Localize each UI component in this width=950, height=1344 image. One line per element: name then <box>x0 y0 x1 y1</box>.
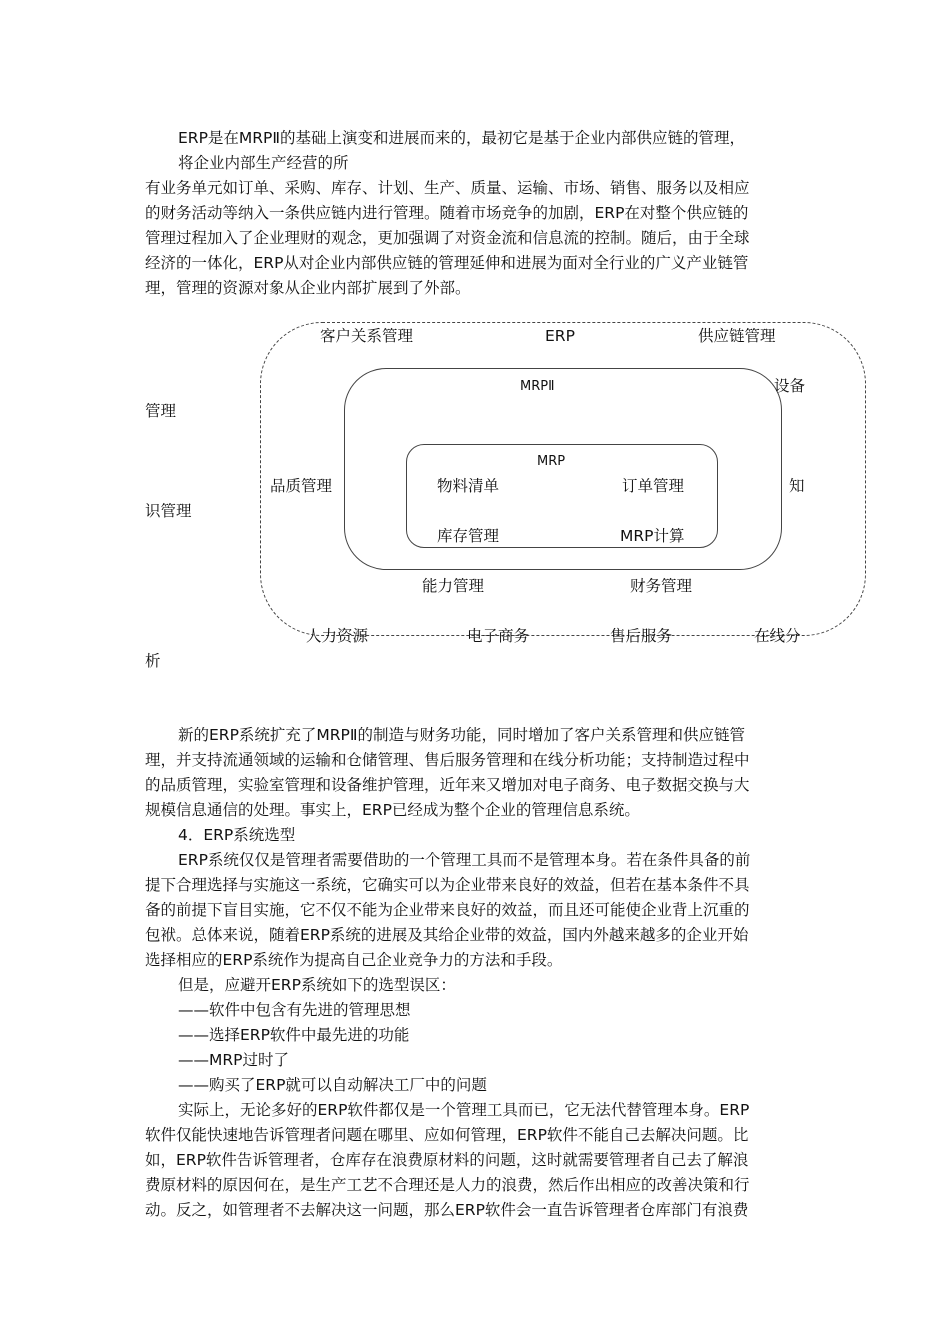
intro-line-7: 理，管理的资源对象从企业内部扩展到了外部。 <box>145 279 471 297</box>
p2-line-3: 备的前提下盲目实施，它不仅不能为企业带来良好的效益，而且还可能使企业背上沉重的 <box>145 901 750 919</box>
p1-line-1: 新的ERP系统扩充了MRPⅡ的制造与财务功能，同时增加了客户关系管理和供应链管 <box>178 726 746 744</box>
quality-label: 品质管理 <box>270 477 333 495</box>
erp-title: ERP <box>545 327 575 345</box>
p3-line: 但是，应避开ERP系统如下的选型误区： <box>178 976 456 994</box>
section-heading: 4．ERP系统选型 <box>178 826 296 844</box>
intro-line-1: ERP是在MRPⅡ的基础上演变和进展而来的，最初它是基于企业内部供应链的管理， <box>178 129 746 147</box>
crm-label: 客户关系管理 <box>320 327 414 345</box>
p4-line-3: 如，ERP软件告诉管理者，仓库存在浪费原材料的问题，这时就需要管理者自己去了解浪 <box>145 1151 749 1169</box>
p4-line-2: 软件仅能快速地告诉管理者问题在哪里、应如何管理，ERP软件不能自己去解决问题。比 <box>145 1126 749 1144</box>
ecommerce-label: 电子商务 <box>467 627 530 645</box>
mrp-title: MRP <box>537 454 566 469</box>
after-sales-label: 售后服务 <box>610 627 673 645</box>
p1-line-2: 理，并支持流通领域的运输和仓储管理、售后服务管理和在线分析功能；支持制造过程中 <box>145 751 750 769</box>
misconception-3: ——MRP过时了 <box>178 1051 289 1069</box>
p4-line-5: 动。反之，如管理者不去解决这一问题，那么ERP软件会一直告诉管理者仓库部门有浪费 <box>145 1201 749 1219</box>
p1-line-4: 规模信息通信的处理。事实上，ERP已经成为整个企业的管理信息系统。 <box>145 801 640 819</box>
knowledge-label-a: 知 <box>789 477 805 495</box>
mrp-calc-label: MRP计算 <box>620 527 685 545</box>
mrp2-title: MRPⅡ <box>520 379 555 394</box>
misconception-2: ——选择ERP软件中最先进的功能 <box>178 1026 410 1044</box>
misconception-1: ——软件中包含有先进的管理思想 <box>178 1001 411 1019</box>
p2-line-4: 包袱。总体来说，随着ERP系统的进展及其给企业带的效益，国内外越来越多的企业开始 <box>145 926 749 944</box>
p2-line-5: 选择相应的ERP系统作为提高自己企业竞争力的方法和手段。 <box>145 951 563 969</box>
p4-line-4: 费原材料的原因何在，是生产工艺不合理还是人力的浪费，然后作出相应的改善决策和行 <box>145 1176 750 1194</box>
intro-line-5: 管理过程加入了企业理财的观念，更加强调了对资金流和信息流的控制。随后，由于全球 <box>145 229 750 247</box>
intro-line-2: 将企业内部生产经营的所 <box>178 154 349 172</box>
online-analysis-label-a: 在线分 <box>754 627 801 645</box>
p1-line-3: 的品质管理，实验室管理和设备维护管理，近年来又增加对电子商务、电子数据交换与大 <box>145 776 750 794</box>
hr-label: 人力资源 <box>306 627 369 645</box>
bom-label: 物料清单 <box>437 477 500 495</box>
knowledge-label-b: 识管理 <box>145 502 192 520</box>
scm-label: 供应链管理 <box>698 327 776 345</box>
intro-line-6: 经济的一体化，ERP从对企业内部供应链的管理延伸和进展为面对全行业的广义产业链管 <box>145 254 749 272</box>
misconception-4: ——购买了ERP就可以自动解决工厂中的问题 <box>178 1076 487 1094</box>
equipment-label-a: 设备 <box>774 377 806 395</box>
online-analysis-label-b: 析 <box>145 652 161 670</box>
equipment-label-b: 管理 <box>145 402 177 420</box>
intro-line-3: 有业务单元如订单、采购、库存、计划、生产、质量、运输、市场、销售、服务以及相应 <box>145 179 750 197</box>
capacity-label: 能力管理 <box>422 577 485 595</box>
intro-line-4: 的财务活动等纳入一条供应链内进行管理。随着市场竞争的加剧，ERP在对整个供应链的 <box>145 204 749 222</box>
inventory-label: 库存管理 <box>437 527 500 545</box>
p2-line-2: 提下合理选择与实施这一系统，它确实可以为企业带来良好的效益，但若在基本条件不具 <box>145 876 750 894</box>
finance-label: 财务管理 <box>630 577 693 595</box>
p2-line-1: ERP系统仅仅是管理者需要借助的一个管理工具而不是管理本身。若在条件具备的前 <box>178 851 751 869</box>
p4-line-1: 实际上，无论多好的ERP软件都仅是一个管理工具而已，它无法代替管理本身。ERP <box>178 1101 750 1119</box>
orders-label: 订单管理 <box>622 477 685 495</box>
